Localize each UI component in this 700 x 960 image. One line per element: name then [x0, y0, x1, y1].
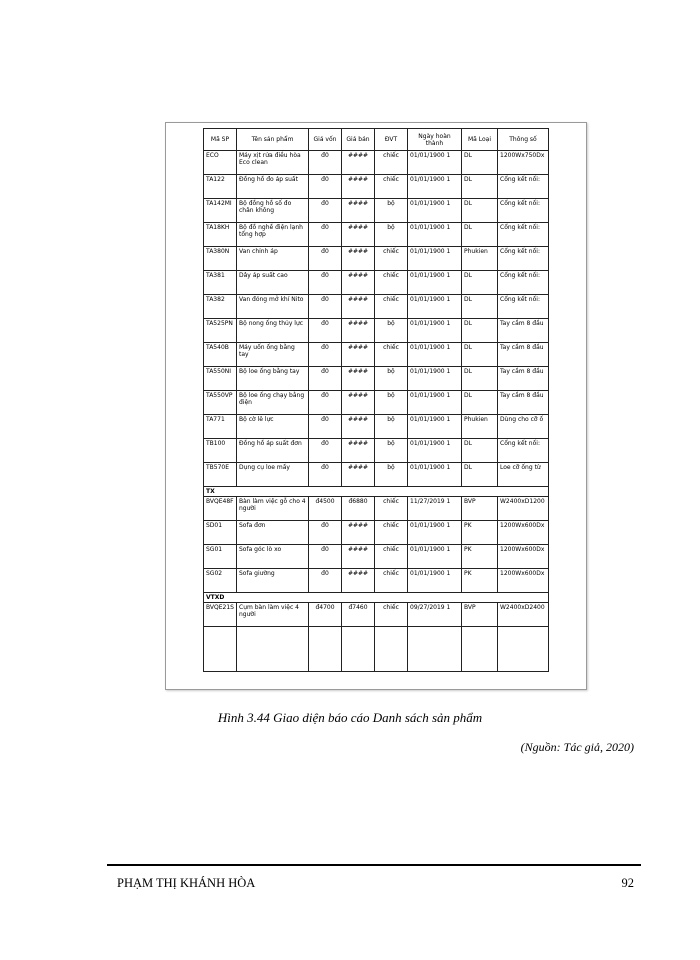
table-cell: DL — [462, 175, 498, 199]
table-row — [204, 415, 549, 439]
table-cell: 01/01/1900 1 — [408, 247, 462, 271]
table-cell: #### — [342, 271, 375, 295]
table-cell: Cổng kết nối: — [498, 223, 549, 247]
table-cell — [408, 627, 462, 672]
table-cell: SG01 — [204, 545, 237, 569]
table-cell: chiếc — [375, 295, 408, 319]
table-cell: đ0 — [309, 569, 342, 593]
table-body — [204, 151, 549, 672]
table-cell: BVQE21S — [204, 603, 237, 627]
table-cell: #### — [342, 199, 375, 223]
table-cell — [462, 627, 498, 672]
footer-author: PHẠM THỊ KHÁNH HÒA — [117, 876, 256, 890]
table-cell: bộ — [375, 415, 408, 439]
table-cell: Đồng hồ áp suất đơn — [237, 439, 309, 463]
table-cell — [204, 627, 237, 672]
table-cell: TA540B — [204, 343, 237, 367]
table-cell: BVP — [462, 603, 498, 627]
group-row — [204, 593, 549, 603]
table-cell: Máy xịt rửa điều hòa Eco clean — [237, 151, 309, 175]
table-cell: Cổng kết nối: — [498, 199, 549, 223]
table-cell: Bộ đồng hồ số đo chân không — [237, 199, 309, 223]
table-cell: DL — [462, 391, 498, 415]
table-cell: Sofa góc lò xo — [237, 545, 309, 569]
table-cell — [498, 627, 549, 672]
table-cell: đ0 — [309, 521, 342, 545]
table-cell: bộ — [375, 319, 408, 343]
table-cell: #### — [342, 151, 375, 175]
table-cell: 01/01/1900 1 — [408, 367, 462, 391]
footer-divider — [107, 864, 641, 866]
group-row — [204, 487, 549, 497]
table-cell: Sofa đơn — [237, 521, 309, 545]
table-cell: bộ — [375, 391, 408, 415]
table-row — [204, 439, 549, 463]
table-row — [204, 391, 549, 415]
table-cell — [237, 627, 309, 672]
table-row — [204, 271, 549, 295]
table-cell: đ0 — [309, 271, 342, 295]
column-header: Giá bán — [342, 129, 375, 151]
table-cell: chiếc — [375, 497, 408, 521]
table-cell: 11/27/2019 1 — [408, 497, 462, 521]
table-row — [204, 569, 549, 593]
table-cell: chiếc — [375, 247, 408, 271]
table-cell — [375, 627, 408, 672]
table-row — [204, 151, 549, 175]
table-cell: TA771 — [204, 415, 237, 439]
table-cell: 01/01/1900 1 — [408, 391, 462, 415]
figure-source: (Nguồn: Tác giả, 2020) — [520, 740, 634, 754]
table-cell: bộ — [375, 223, 408, 247]
table-cell: đ0 — [309, 391, 342, 415]
table-cell: DL — [462, 367, 498, 391]
table-cell: chiếc — [375, 151, 408, 175]
table-cell: BVQE48F — [204, 497, 237, 521]
table-cell: Máy uốn ống bằng tay — [237, 343, 309, 367]
column-header: ĐVT — [375, 129, 408, 151]
table-cell: Dụng cụ loe mấy — [237, 463, 309, 487]
table-cell: đ0 — [309, 247, 342, 271]
table-cell: Van đóng mở khí Nito — [237, 295, 309, 319]
table-cell: DL — [462, 151, 498, 175]
table-cell: đ0 — [309, 415, 342, 439]
table-row — [204, 343, 549, 367]
table-cell: Tay cầm 8 đầu — [498, 391, 549, 415]
table-cell: 1200Wx750Dx — [498, 151, 549, 175]
table-cell: đ0 — [309, 199, 342, 223]
page-number: 92 — [621, 876, 634, 890]
column-header: Ngày hoàn thành — [408, 129, 462, 151]
table-row — [204, 463, 549, 487]
report-preview — [165, 122, 587, 690]
table-cell: Bộ loe ống bằng tay — [237, 367, 309, 391]
table-cell: TA525PN — [204, 319, 237, 343]
table-cell: chiếc — [375, 343, 408, 367]
table-cell: 01/01/1900 1 — [408, 439, 462, 463]
table-row — [204, 199, 549, 223]
table-cell: 01/01/1900 1 — [408, 319, 462, 343]
table-cell: DL — [462, 319, 498, 343]
column-header: Mã SP — [204, 129, 237, 151]
table-cell: 01/01/1900 1 — [408, 521, 462, 545]
table-row — [204, 319, 549, 343]
table-cell: TA382 — [204, 295, 237, 319]
table-cell: TB100 — [204, 439, 237, 463]
table-cell: Bộ loe ống chạy bằng điện — [237, 391, 309, 415]
table-cell: DL — [462, 295, 498, 319]
table-cell: chiếc — [375, 545, 408, 569]
table-cell: đ7460 — [342, 603, 375, 627]
table-cell: đ0 — [309, 151, 342, 175]
table-cell: 01/01/1900 1 — [408, 271, 462, 295]
table-cell: bộ — [375, 199, 408, 223]
table-cell: 01/01/1900 1 — [408, 199, 462, 223]
table-cell: Cổng kết nối: — [498, 295, 549, 319]
table-cell: 01/01/1900 1 — [408, 223, 462, 247]
table-cell: Cụm bàn làm việc 4 người — [237, 603, 309, 627]
table-cell: Phukien — [462, 415, 498, 439]
table-row — [204, 247, 549, 271]
table-cell: #### — [342, 569, 375, 593]
table-cell: #### — [342, 545, 375, 569]
table-cell: Loe cỡ ống từ — [498, 463, 549, 487]
table-cell: #### — [342, 343, 375, 367]
table-cell: Bộ cờ lê lực — [237, 415, 309, 439]
table-cell: Phukien — [462, 247, 498, 271]
table-cell: SG02 — [204, 569, 237, 593]
table-cell: 01/01/1900 1 — [408, 295, 462, 319]
table-cell: đ6880 — [342, 497, 375, 521]
table-cell: bộ — [375, 463, 408, 487]
table-header-row — [204, 129, 549, 151]
table-cell: 01/01/1900 1 — [408, 545, 462, 569]
table-cell: 01/01/1900 1 — [408, 463, 462, 487]
table-cell: đ0 — [309, 463, 342, 487]
table-cell: bộ — [375, 439, 408, 463]
table-cell: đ0 — [309, 295, 342, 319]
table-cell: Sofa giường — [237, 569, 309, 593]
group-label: VTXD — [204, 593, 549, 603]
table-cell: TA381 — [204, 271, 237, 295]
table-cell: Dùng cho cỡ ố — [498, 415, 549, 439]
table-cell: #### — [342, 223, 375, 247]
table-cell: 1200Wx600Dx — [498, 545, 549, 569]
table-cell: DL — [462, 463, 498, 487]
table-cell: TB570E — [204, 463, 237, 487]
table-cell: PK — [462, 569, 498, 593]
table-cell: Bộ đồ nghề điện lạnh tổng hợp — [237, 223, 309, 247]
table-cell — [309, 627, 342, 672]
table-cell: #### — [342, 439, 375, 463]
table-cell: 1200Wx600Dx — [498, 521, 549, 545]
table-cell: bộ — [375, 367, 408, 391]
table-row — [204, 521, 549, 545]
table-row — [204, 223, 549, 247]
table-cell: Tay cầm 8 đầu — [498, 319, 549, 343]
table-cell: #### — [342, 367, 375, 391]
table-cell: #### — [342, 521, 375, 545]
table-cell: 09/27/2019 1 — [408, 603, 462, 627]
table-cell: 01/01/1900 1 — [408, 415, 462, 439]
table-row — [204, 175, 549, 199]
table-cell — [342, 627, 375, 672]
table-row — [204, 497, 549, 521]
table-cell: 01/01/1900 1 — [408, 151, 462, 175]
column-header: Thông số — [498, 129, 549, 151]
table-cell: DL — [462, 223, 498, 247]
table-cell: đ0 — [309, 175, 342, 199]
table-cell: DL — [462, 199, 498, 223]
table-cell: đ4500 — [309, 497, 342, 521]
table-cell: #### — [342, 175, 375, 199]
table-cell: TA18KH — [204, 223, 237, 247]
table-row — [204, 603, 549, 627]
table-cell: Bàn làm việc gỗ cho 4 người — [237, 497, 309, 521]
table-cell: đ4700 — [309, 603, 342, 627]
table-cell: Cổng kết nối: — [498, 271, 549, 295]
group-label: TX — [204, 487, 549, 497]
column-header: Giá vốn — [309, 129, 342, 151]
table-cell: đ0 — [309, 439, 342, 463]
table-cell: DL — [462, 343, 498, 367]
table-cell: #### — [342, 247, 375, 271]
table-cell: Van chỉnh áp — [237, 247, 309, 271]
table-cell: chiếc — [375, 603, 408, 627]
table-cell: BVP — [462, 497, 498, 521]
table-cell: #### — [342, 391, 375, 415]
table-cell: TA550VP — [204, 391, 237, 415]
table-cell: Đồng hồ đo áp suất — [237, 175, 309, 199]
table-cell: 01/01/1900 1 — [408, 175, 462, 199]
table-cell: chiếc — [375, 271, 408, 295]
table-cell: Cổng kết nối: — [498, 247, 549, 271]
table-cell: PK — [462, 545, 498, 569]
table-cell: DL — [462, 439, 498, 463]
table-cell: #### — [342, 463, 375, 487]
table-cell: Tay cầm 8 đầu — [498, 343, 549, 367]
table-cell: TA122 — [204, 175, 237, 199]
table-cell: Tay cầm 8 đầu — [498, 367, 549, 391]
table-cell: đ0 — [309, 319, 342, 343]
table-cell: chiếc — [375, 175, 408, 199]
table-cell: đ0 — [309, 343, 342, 367]
figure-caption: Hình 3.44 Giao diện báo cáo Danh sách sản phẩm — [217, 710, 483, 725]
table-cell: #### — [342, 415, 375, 439]
table-row — [204, 295, 549, 319]
table-cell: 01/01/1900 1 — [408, 569, 462, 593]
table-cell: Cổng kết nối: — [498, 439, 549, 463]
empty-row — [204, 627, 549, 672]
table-cell: #### — [342, 319, 375, 343]
table-cell: TA550NI — [204, 367, 237, 391]
table-cell: đ0 — [309, 545, 342, 569]
table-cell: 01/01/1900 1 — [408, 343, 462, 367]
table-cell: Dây áp suất cao — [237, 271, 309, 295]
table-cell: DL — [462, 271, 498, 295]
table-cell: 1200Wx600Dx — [498, 569, 549, 593]
table-cell: đ0 — [309, 367, 342, 391]
table-cell: #### — [342, 295, 375, 319]
table-cell: Bộ nong ống thủy lực — [237, 319, 309, 343]
column-header: Tên sản phẩm — [237, 129, 309, 151]
table-cell: SD01 — [204, 521, 237, 545]
table-row — [204, 367, 549, 391]
column-header: Mã Loại — [462, 129, 498, 151]
table-cell: TA380N — [204, 247, 237, 271]
product-list-table — [203, 128, 549, 672]
table-cell: Cổng kết nối: — [498, 175, 549, 199]
table-cell: chiếc — [375, 521, 408, 545]
table-cell: W2400xD1200 — [498, 497, 549, 521]
table-row — [204, 545, 549, 569]
table-cell: TA142MI — [204, 199, 237, 223]
table-cell: chiếc — [375, 569, 408, 593]
table-cell: W2400xD2400 — [498, 603, 549, 627]
table-cell: ECO — [204, 151, 237, 175]
table-cell: PK — [462, 521, 498, 545]
table-cell: đ0 — [309, 223, 342, 247]
